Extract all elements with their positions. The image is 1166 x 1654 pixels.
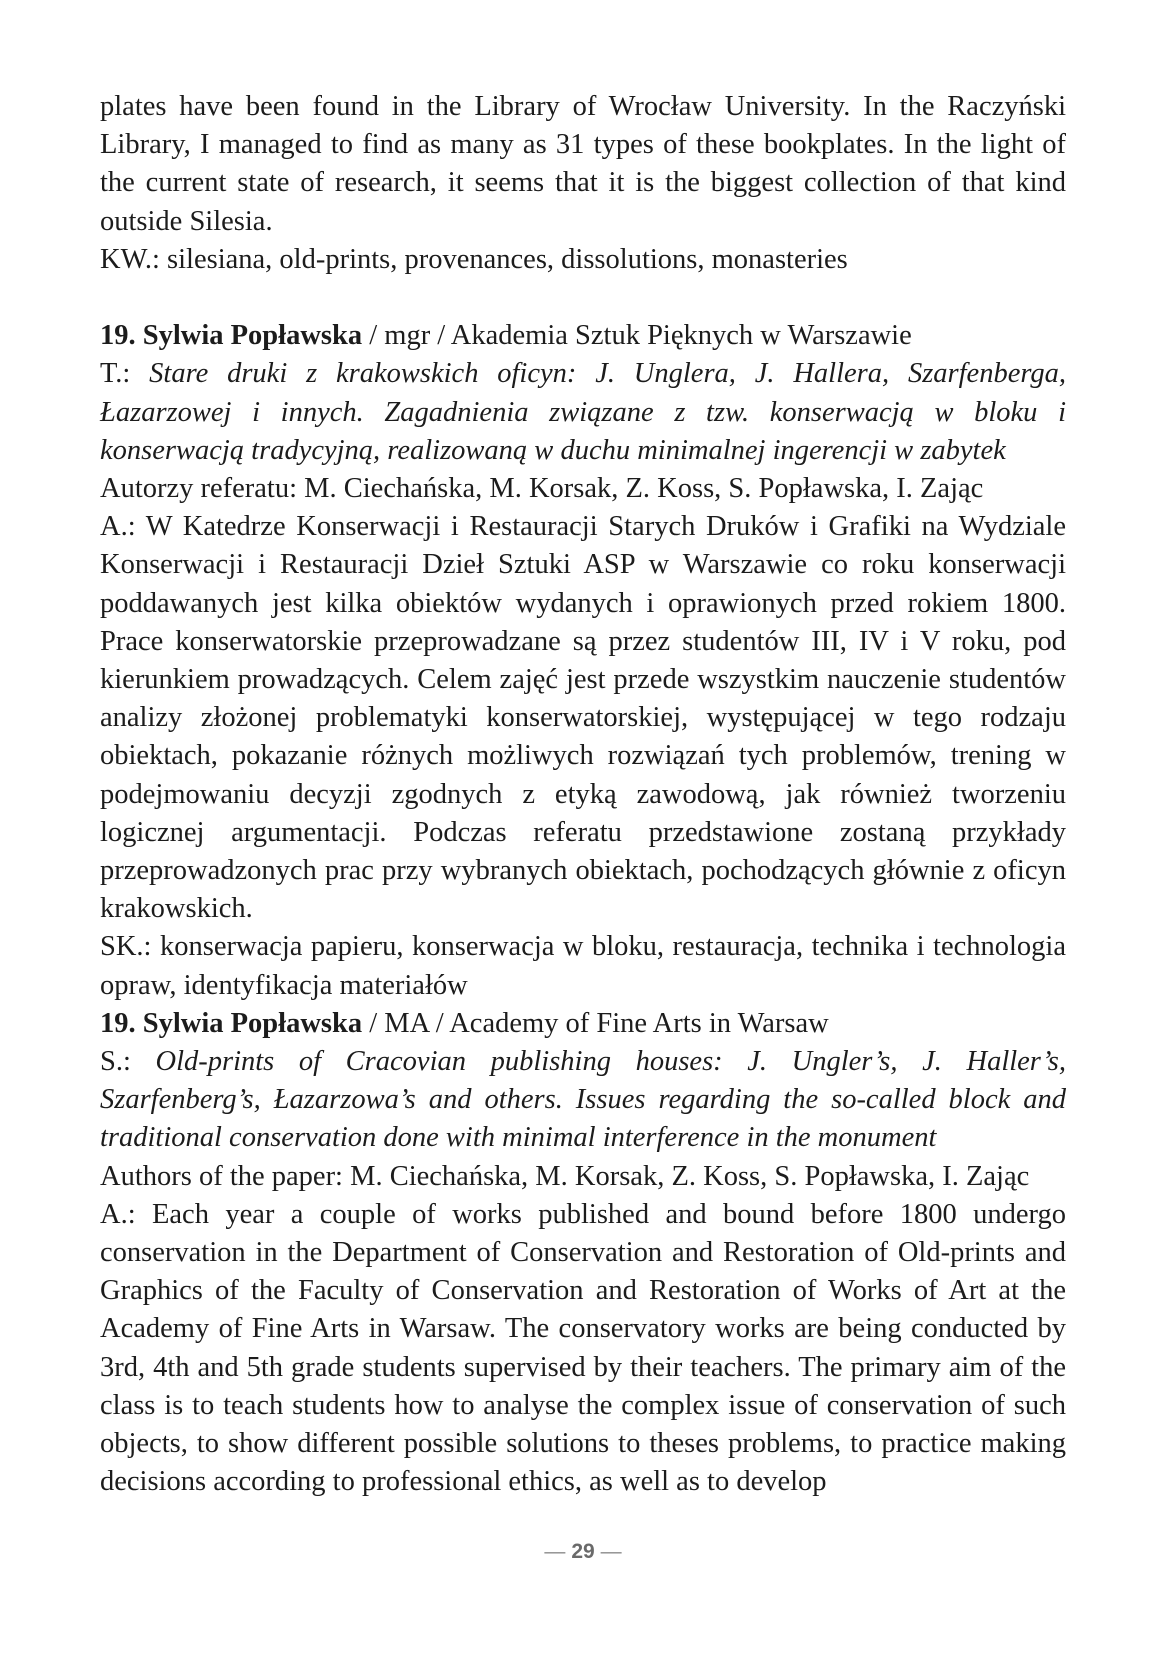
entry-pl-author: 19. Sylwia Popławska <box>100 320 363 352</box>
entry-pl-heading <box>100 317 1066 355</box>
entry-pl-authors: Autorzy referatu: M. Ciechańska, M. Korsak, Z. Koss, S. Popławska, I. Zając <box>100 473 984 505</box>
entry-en-title-prefix: S.: <box>100 1046 156 1078</box>
entry-pl-affiliation: / mgr / Akademia Sztuk Pięknych w Warszawie <box>362 320 912 352</box>
section-spacer <box>100 279 1066 317</box>
entry-pl-title: Stare druki z krakowskich oficyn: J. Unglera, J. Hallera, Szarfenberga, Łazarzowej i innych. Zagadnienia związane z tzw. konserwacją w bloku i konserwacją tradycyjną, realizowaną w duchu minimalnej ingerencji w zabytek <box>100 358 1066 466</box>
entry-en-abstract: A.: Each year a couple of works published and bound before 1800 undergo conservation in the Department of Conservation and Restoration of Old-prints and Graphics of the Faculty of Conservation and Restoration of Works of Art at the Academy of Fine Arts in Warsaw. The conservatory works are being conducted by 3rd, 4th and 5th grade students supervised by their teachers. The primary aim of the class is to teach students how to analyse the complex issue of conservation of such objects, to show different possible solutions to theses problems, to practice making decisions according to professional ethics, as well as to develop <box>100 1198 1066 1498</box>
entry-pl-abstract: A.: W Katedrze Konserwacji i Restauracji Starych Druków i Grafiki na Wydziale Konserwacji i Restauracji Dzieł Sztuki ASP w Warszawie co roku konserwacji poddawanych jest kilka obiektów wydanych i oprawionych przed rokiem 1800. Prace konserwatorskie przeprowadzane są przez studentów III, IV i V roku, pod kierunkiem prowadzących. Celem zajęć jest przede wszystkim nauczenie studentów analizy złożonej problematyki konserwatorskiej, występującej w tego rodzaju obiektach, pokazanie różnych możliwych rozwiązań tych problemów, trening w podejmowaniu decyzji zgodnych z etyką zawodową, jak również tworzeniu logicznej argumentacji. Podczas referatu przedstawione zostaną przykłady przeprowadzonych prac przy wybranych obiektach, pochodzących głównie z oficyn krakowskich. <box>100 511 1066 925</box>
footer-dash-left: — <box>544 1540 566 1563</box>
entry-pl-keywords: SK.: konserwacja papieru, konserwacja w bloku, restauracja, technika i technologia opraw, identyfikacja materiałów <box>100 931 1066 1001</box>
footer-dash-right: — <box>600 1540 622 1563</box>
entry-en-title-line <box>100 1043 1066 1158</box>
entry-pl-title-line <box>100 355 1066 470</box>
page-number: 29 <box>571 1540 595 1563</box>
entry-en-authors: Authors of the paper: M. Ciechańska, M. Korsak, Z. Koss, S. Popławska, I. Zając <box>100 1160 1030 1192</box>
entry-en-author: 19. Sylwia Popławska <box>100 1007 363 1039</box>
intro-keywords: KW.: silesiana, old-prints, provenances, dissolutions, monasteries <box>100 243 848 275</box>
entry-en-title: Old-prints of Cracovian publishing houses: J. Ungler’s, J. Haller’s, Szarfenberg’s, Łazarzowa’s and others. Issues regarding the so-called block and traditional conservation done with minimal interference in the monument <box>100 1046 1066 1154</box>
entry-en-heading <box>100 1005 1066 1043</box>
page-footer <box>0 1540 1166 1564</box>
intro-paragraph: plates have been found in the Library of Wrocław University. In the Raczyński Library, I managed to find as many as 31 types of these bookplates. In the light of the current state of research, it seems that it is the biggest collection of that kind outside Silesia. <box>100 91 1066 237</box>
document-page <box>100 88 1066 1502</box>
entry-pl-title-prefix: T.: <box>100 358 150 390</box>
entry-en-affiliation: / MA / Academy of Fine Arts in Warsaw <box>362 1007 829 1039</box>
